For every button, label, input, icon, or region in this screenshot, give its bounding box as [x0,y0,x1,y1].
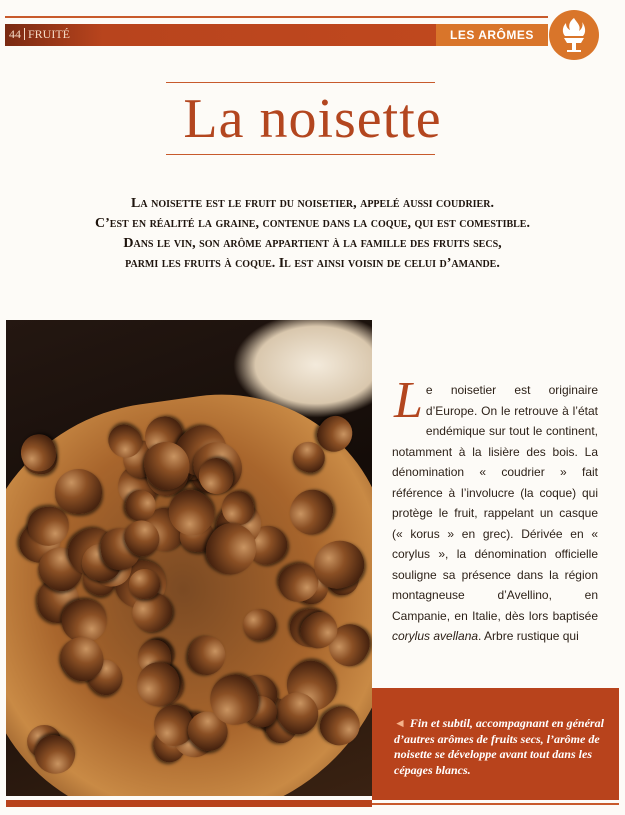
caption-box [372,688,619,800]
section-tab [436,24,548,46]
page-number-area [9,27,70,42]
section-tab-label: LES ARÔMES [450,28,534,42]
header-bar [5,24,548,46]
body-paragraph [392,372,598,647]
dropcap: L [394,372,423,429]
page-number: 44 [9,27,21,41]
title-top-rule [166,82,435,83]
intro-line: parmi les fruits à coque. Il est ainsi voisin de celui d’amande. [125,256,500,271]
page-title: La noisette [183,88,442,150]
header-top-rule [5,16,548,18]
body-tail: . Arbre rustique qui [478,629,579,643]
flame-torch-icon [549,10,599,60]
section-name: FRUITÉ [28,27,70,41]
hazelnut [55,469,102,514]
body-text: d’Europe. On le retrouve à l’état endémique sur tout le continent, notamment à la lisière des bois. La dénomination « coudrier » fait référence à l’involucre (la coque) qui protège le fruit, rappelant un casque (« korus » en grec). Dérivée en « corylus », la dénomination officielle souligne sa présence dans la région montagneuse d’Avellino, en Campanie, en Italie, dès lors baptisée [392,403,598,623]
title-bottom-rule [166,154,435,155]
intro-line: C’est en réalité la graine, contenue dans la coque, qui est comestible. [95,216,530,231]
intro-paragraph [40,194,585,274]
latin-name: corylus avellana [392,629,479,643]
bottom-bar [6,800,372,807]
intro-line: La noisette est le fruit du noisetier, appelé aussi coudrier. [131,196,494,211]
body-first-line: e noisetier est originaire [425,383,598,397]
caption-text: Fin et subtil, accompagnant en général d’autres arômes de fruits secs, l’arôme de noisette se développe avant tout dans les cépages blancs. [394,716,604,777]
hazelnut-photo [6,320,372,796]
intro-line: Dans le vin, son arôme appartient à la famille des fruits secs, [123,236,502,251]
bottom-rule [372,803,619,805]
header-separator [24,28,25,40]
caption [394,716,616,778]
caption-marker: ◄ [394,716,406,730]
